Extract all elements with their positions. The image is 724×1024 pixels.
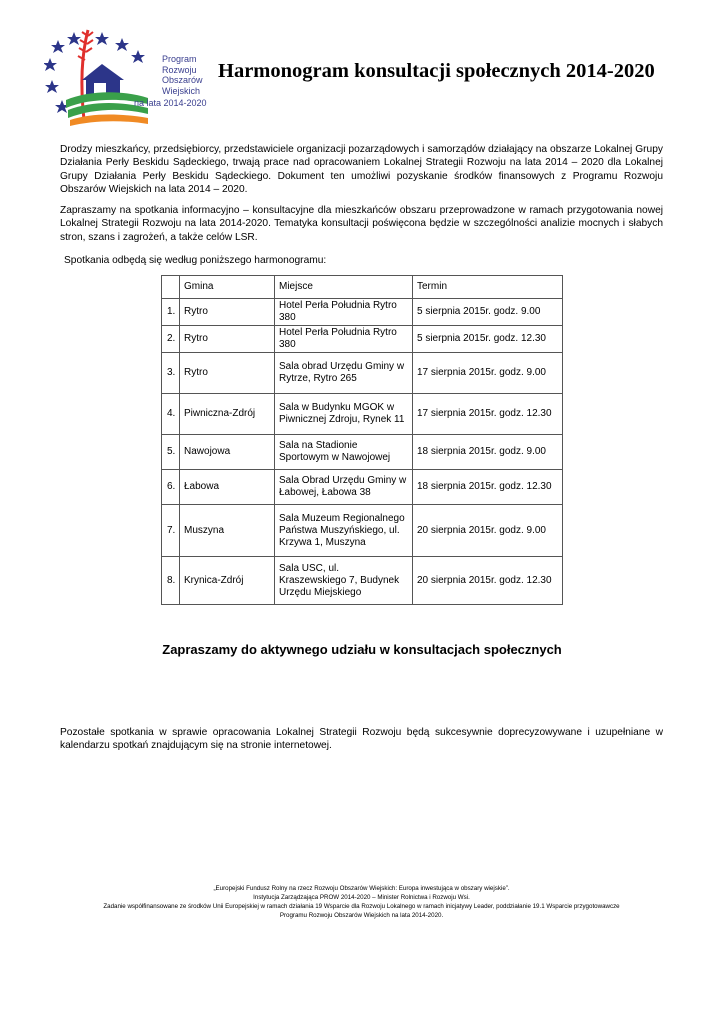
table-row — [162, 394, 563, 435]
header-termin: Termin — [413, 276, 563, 299]
footer-line: Zadanie współfinansowane ze środków Unii Europejskiej w ramach działania 19 Wsparcie dla Rozwoju Lokalnego w ramach inicjatywy Leader, poddziałanie 19.1 Wsparcie przygotowawcze — [103, 903, 620, 910]
table-row — [162, 470, 563, 505]
call-to-action: Zapraszamy do aktywnego udziału w konsultacjach społecznych — [162, 642, 562, 657]
footer — [60, 884, 663, 920]
schedule-table — [161, 275, 563, 605]
row-number: 2. — [162, 326, 180, 353]
table-row — [162, 326, 563, 353]
row-miejsce: Hotel Perła Południa Rytro 380 — [275, 326, 413, 353]
row-number: 4. — [162, 394, 180, 435]
row-termin: 17 sierpnia 2015r. godz. 12.30 — [413, 394, 563, 435]
row-number: 8. — [162, 557, 180, 605]
logo-text — [134, 54, 207, 109]
row-miejsce: Hotel Perła Południa Rytro 380 — [275, 299, 413, 326]
row-number: 1. — [162, 299, 180, 326]
row-miejsce: Sala obrad Urzędu Gminy w Rytrze, Rytro 265 — [275, 353, 413, 394]
logo-word-obszarow: Obszarów — [162, 75, 203, 85]
table-row — [162, 299, 563, 326]
table-row — [162, 353, 563, 394]
row-gmina: Krynica-Zdrój — [180, 557, 275, 605]
schedule-intro: Spotkania odbędą się według poniższego harmonogramu: — [64, 255, 327, 266]
row-number: 6. — [162, 470, 180, 505]
row-number: 5. — [162, 435, 180, 470]
row-gmina: Nawojowa — [180, 435, 275, 470]
row-termin: 18 sierpnia 2015r. godz. 9.00 — [413, 435, 563, 470]
row-miejsce: Sala Muzeum Regionalnego Państwa Muszyńskiego, ul. Krzywa 1, Muszyna — [275, 505, 413, 557]
footer-line: Instytucja Zarządzająca PROW 2014-2020 – Minister Rolnictwa i Rozwoju Wsi. — [253, 894, 470, 901]
logo-word-program: Program — [162, 54, 197, 64]
row-miejsce: Sala Obrad Urzędu Gminy w Łabowej, Łabowa 38 — [275, 470, 413, 505]
intro-paragraph: Drodzy mieszkańcy, przedsiębiorcy, przedstawiciele organizacji pozarządowych i samorządów działający na obszarze Lokalnej Grupy Działania Perły Beskidu Sądeckiego, trwają prace nad opracowaniem Lokalnej Strategii Rozwoju na lata 2014 – 2020 dla Lokalnej Grupy Działania Perły Beskidu Sądeckiego. Dokument ten umożliwi pozyskanie środków finansowych z Programu Rozwoju Obszarów Wiejskich na lata 2014 – 2020. — [60, 144, 663, 195]
row-gmina: Piwniczna-Zdrój — [180, 394, 275, 435]
table-header-row — [162, 276, 563, 299]
row-termin: 5 sierpnia 2015r. godz. 9.00 — [413, 299, 563, 326]
row-termin: 18 sierpnia 2015r. godz. 12.30 — [413, 470, 563, 505]
logo-word-wiejskich: Wiejskich — [162, 85, 201, 96]
header-number — [162, 276, 180, 299]
outro-paragraph: Pozostałe spotkania w sprawie opracowania Lokalnej Strategii Rozwoju będą sukcesywnie doprecyzowywane i uzupełniane w kalendarzu spotkań znajdującym się na stronie internetowej. — [60, 727, 663, 752]
row-gmina: Łabowa — [180, 470, 275, 505]
row-number: 7. — [162, 505, 180, 557]
row-termin: 17 sierpnia 2015r. godz. 9.00 — [413, 353, 563, 394]
row-gmina: Rytro — [180, 299, 275, 326]
row-gmina: Rytro — [180, 353, 275, 394]
row-number: 3. — [162, 353, 180, 394]
row-miejsce: Sala w Budynku MGOK w Piwnicznej Zdroju, Rynek 11 — [275, 394, 413, 435]
header-gmina: Gmina — [180, 276, 275, 299]
invite-paragraph: Zapraszamy na spotkania informacyjno – konsultacyjne dla mieszkańców obszaru przeprowadzone w ramach przygotowania nowej Lokalnej Strategii Rozwoju na lata 2014-2020. Tematyka konsultacji poświęcona będzie w szczególności analizie mocnych i słabych stron, szans i zagrożeń, a także celów LSR. — [60, 205, 663, 243]
header-miejsce: Miejsce — [275, 276, 413, 299]
table-row — [162, 557, 563, 605]
footer-line: Programu Rozwoju Obszarów Wiejskich na lata 2014-2020. — [279, 912, 444, 919]
row-termin: 20 sierpnia 2015r. godz. 12.30 — [413, 557, 563, 605]
row-termin: 20 sierpnia 2015r. godz. 9.00 — [413, 505, 563, 557]
row-gmina: Muszyna — [180, 505, 275, 557]
row-termin: 5 sierpnia 2015r. godz. 12.30 — [413, 326, 563, 353]
row-gmina: Rytro — [180, 326, 275, 353]
row-miejsce: Sala na Stadionie Sportowym w Nawojowej — [275, 435, 413, 470]
logo-years: na lata 2014-2020 — [134, 98, 207, 108]
row-miejsce: Sala USC, ul. Kraszewskiego 7, Budynek Urzędu Miejskiego — [275, 557, 413, 605]
page-title: Harmonogram konsultacji społecznych 2014-2020 — [218, 60, 655, 82]
logo-word-rozwoju: Rozwoju — [162, 64, 197, 75]
table-row — [162, 505, 563, 557]
footer-line: „Europejski Fundusz Rolny na rzecz Rozwoju Obszarów Wiejskich: Europa inwestująca w obszary wiejskie”. — [213, 885, 510, 892]
table-row — [162, 435, 563, 470]
